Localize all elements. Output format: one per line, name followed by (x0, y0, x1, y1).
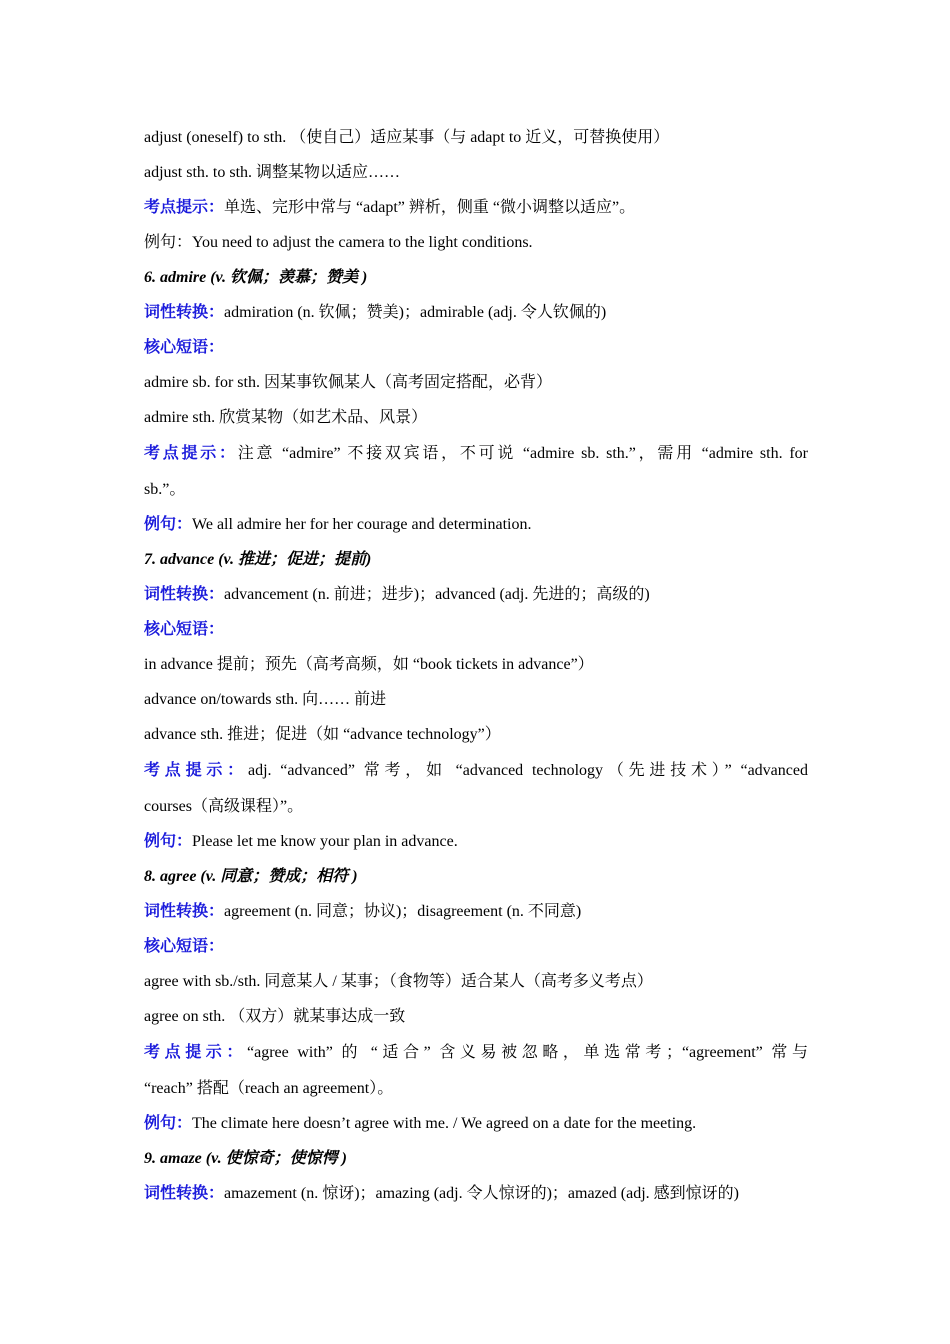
exam-tip-label: 考点提示： (144, 199, 225, 216)
example-label: 例句： (144, 1115, 193, 1132)
word-forms-label: 词性转换： (144, 1185, 225, 1202)
example-text: Please let me know your plan in advance. (192, 833, 458, 850)
exam-tip-continuation: courses（高级课程）”。 (144, 798, 304, 815)
exam-tip-text: “agree with” 的 “适合” 含义易被忽略，单选常考；“agreement” 常与 (247, 1044, 808, 1061)
exam-tip-continuation: “reach” 搭配（reach an agreement）。 (144, 1080, 394, 1097)
phrase-line: adjust sth. to sth. 调整某物以适应…… (144, 164, 401, 181)
word-forms-label: 词性转换： (144, 903, 225, 920)
exam-tip-label: 考点提示： (144, 445, 238, 462)
word-forms-label: 词性转换： (144, 304, 225, 321)
entry-heading-amaze: 9. amaze (v. 使惊奇；使惊愕 ) (144, 1150, 347, 1167)
exam-tip-label: 考点提示： (144, 1044, 248, 1061)
core-phrases-line (144, 929, 808, 964)
exam-tip-text: 单选、完形中常与 “adapt” 辨析，侧重 “微小调整以适应”。 (224, 199, 636, 216)
word-forms-text: advancement (n. 前进；进步)；advanced (adj. 先进的；高级的) (224, 586, 650, 603)
example-line (144, 1106, 808, 1141)
phrase-line: admire sth. 欣赏某物（如艺术品、风景） (144, 409, 428, 426)
exam-tip-continuation: sb.”。 (144, 481, 186, 498)
example-line (144, 507, 808, 542)
exam-tip-line (144, 752, 808, 789)
phrase-line: advance sth. 推进；促进（如 “advance technology”） (144, 726, 501, 743)
entry-heading-advance: 7. advance (v. 推进；促进；提前) (144, 551, 372, 568)
entry-heading-agree: 8. agree (v. 同意；赞成；相符 ) (144, 868, 358, 885)
word-forms-line (144, 894, 808, 929)
example-label: 例句： (144, 516, 193, 533)
exam-tip-text: 注意 “admire” 不接双宾语，不可说 “admire sb. sth.”，需用 “admire sth. for (237, 445, 808, 462)
core-phrases-line (144, 612, 808, 647)
word-forms-line (144, 1176, 808, 1211)
word-forms-text: admiration (n. 钦佩；赞美)；admirable (adj. 令人钦佩的) (224, 304, 607, 321)
example-line: 例句：You need to adjust the camera to the light conditions. (144, 234, 533, 251)
phrase-line: admire sb. for sth. 因某事钦佩某人（高考固定搭配，必背） (144, 374, 552, 391)
document-page (144, 120, 808, 1211)
exam-tip-label: 考点提示： (144, 762, 248, 779)
exam-tip-text: adj. “advanced” 常考，如 “advanced technology（先进技术）” “advanced (247, 762, 808, 779)
word-forms-line (144, 295, 808, 330)
word-forms-text: agreement (n. 同意；协议)；disagreement (n. 不同意) (224, 903, 582, 920)
word-forms-line (144, 577, 808, 612)
example-line (144, 824, 808, 859)
entry-heading-admire: 6. admire (v. 钦佩；羡慕；赞美 ) (144, 269, 368, 286)
example-text: We all admire her for her courage and determination. (192, 516, 532, 533)
core-phrases-label: 核心短语： (144, 621, 225, 638)
exam-tip-line (144, 190, 808, 225)
phrase-line: advance on/towards sth. 向…… 前进 (144, 691, 387, 708)
phrase-line: adjust (oneself) to sth. （使自己）适应某事（与 adapt to 近义，可替换使用） (144, 129, 670, 146)
word-forms-label: 词性转换： (144, 586, 225, 603)
exam-tip-line (144, 1034, 808, 1071)
core-phrases-label: 核心短语： (144, 339, 225, 356)
core-phrases-line (144, 330, 808, 365)
phrase-line: agree on sth. （双方）就某事达成一致 (144, 1008, 406, 1025)
word-forms-text: amazement (n. 惊讶)；amazing (adj. 令人惊讶的)；amazed (adj. 感到惊讶的) (224, 1185, 739, 1202)
exam-tip-line (144, 435, 808, 472)
phrase-line: in advance 提前；预先（高考高频，如 “book tickets in advance”） (144, 656, 594, 673)
phrase-line: agree with sb./sth. 同意某人 / 某事；（食物等）适合某人（高考多义考点） (144, 973, 653, 990)
core-phrases-label: 核心短语： (144, 938, 225, 955)
example-text: The climate here doesn’t agree with me. / We agreed on a date for the meeting. (192, 1115, 697, 1132)
example-label: 例句： (144, 833, 193, 850)
